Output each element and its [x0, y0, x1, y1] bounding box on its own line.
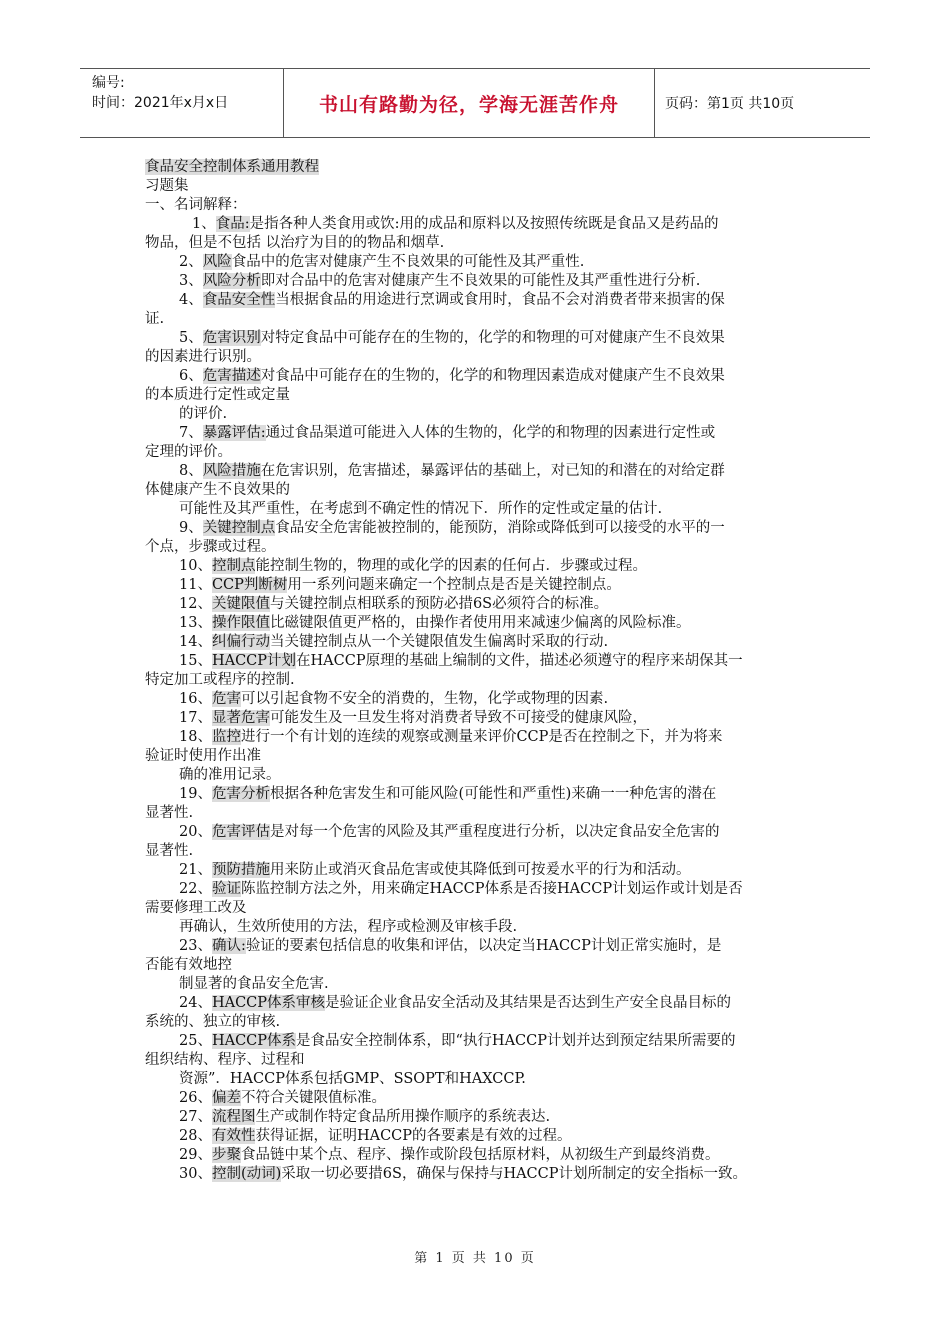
item-definition: 是对每一个危害的风险及其严重程度进行分析，以决定食品安全危害的 [269, 824, 720, 840]
definition-item [145, 576, 810, 595]
definition-item [145, 595, 810, 614]
definition-item [145, 1146, 810, 1165]
definition-continuation: 的评价. [179, 406, 228, 422]
definition-item [145, 937, 810, 956]
definition-continuation: 特定加工或程序的控制. [145, 672, 295, 688]
item-number: 2、 [179, 254, 203, 270]
item-term: 监控 [211, 729, 241, 745]
item-term: 步聚 [211, 1147, 241, 1163]
definition-item [145, 367, 810, 386]
item-number: 14、 [179, 634, 212, 650]
header-page-info: 页码：第1页 共10页 [665, 96, 795, 112]
definition-continuation: 证. [145, 311, 165, 327]
definition-item [145, 1108, 810, 1127]
definition-continuation: 确的准用记录。 [179, 767, 281, 783]
item-definition: 可能发生及一旦发生将对消费者导致不可接受的健康风险， [269, 710, 647, 726]
definition-continuation: 的因素进行识别。 [145, 349, 261, 365]
item-term: 风险分析 [202, 273, 261, 289]
definition-continuation: 制显著的食品安全危害. [179, 976, 329, 992]
document-title: 食品安全控制体系通用教程 [145, 159, 319, 175]
item-definition: 陈监控制方法之外，用来确定HACCP体系是否接HACCP计划运作或计划是否 [240, 881, 743, 897]
item-definition: 能控制生物的，物理的或化学的因素的任何占．步骤或过程。 [255, 558, 647, 574]
definition-item [145, 1089, 810, 1108]
definition-item [145, 880, 810, 899]
item-term: 危害描述 [202, 368, 261, 384]
definition-continuation: 显著性. [145, 843, 194, 859]
item-definition: 用来防止或消灭食品危害或使其降低到可按爰水平的行为和活动。 [269, 862, 691, 878]
item-definition: 通过食品渠道可能进入人体的生物的，化学的和物理的因素进行定性或 [265, 425, 716, 441]
definition-continuation: 可能性及其严重性，在考虑到不确定性的情况下．所作的定性或定量的估计. [179, 501, 663, 517]
definition-item [145, 690, 810, 709]
item-number: 25、 [179, 1033, 212, 1049]
document-date: 时间：2021年x月x日 [92, 95, 229, 111]
item-term: HACCP计划 [211, 653, 297, 669]
item-term: 风险措施 [202, 463, 261, 479]
item-definition: 不符合关键限值标准。 [240, 1090, 386, 1106]
definition-continuation: 再确认，生效所使用的方法，程序或检测及审核手段. [179, 919, 518, 935]
item-term: 显著危害 [211, 710, 270, 726]
definition-item [145, 823, 810, 842]
item-definition: 食品链中某个点、程序、操作或阶段包括原材料，从初级生产到最终消费。 [240, 1147, 720, 1163]
definition-item [145, 215, 810, 234]
item-term: 操作限值 [211, 615, 270, 631]
item-number: 20、 [179, 824, 212, 840]
definition-continuation: 的本质进行定性或定量 [145, 387, 290, 403]
item-term: HACCP体系 [211, 1033, 297, 1049]
definition-continuation: 显著性. [145, 805, 194, 821]
document-body [145, 158, 810, 1184]
definition-item [145, 424, 810, 443]
item-term: CCP判断树 [211, 577, 288, 593]
definition-item [145, 652, 810, 671]
item-definition: 是指各种人类食用或饮:用的成品和原料以及按照传统既是食品又是药品的 [249, 216, 719, 232]
definition-item [145, 519, 810, 538]
definition-item [145, 1165, 810, 1184]
document-number-label: 编号: [92, 75, 125, 91]
item-number: 12、 [179, 596, 212, 612]
item-number: 27、 [179, 1109, 212, 1125]
page-header [80, 68, 870, 138]
item-definition: 是验证企业食品安全活动及其结果是否达到生产安全良晶目标的 [325, 995, 732, 1011]
item-term: 暴露评估: [202, 425, 266, 441]
item-term: 控制(动词) [211, 1166, 282, 1182]
item-term: 关键控制点 [202, 520, 276, 536]
definition-item [145, 994, 810, 1013]
item-term: HACCP体系审核 [211, 995, 326, 1011]
definition-item [145, 614, 810, 633]
item-term: 预防措施 [211, 862, 270, 878]
item-term: 风险 [202, 254, 232, 270]
item-definition: 可以引起食物不安全的消费的，生物，化学或物理的因素. [240, 691, 609, 707]
definition-continuation: 体健康产生不良效果的 [145, 482, 290, 498]
definition-item [145, 291, 810, 310]
item-definition: 验证的要素包括信息的收集和评估，以决定当HACCP计划正常实施时，是 [245, 938, 722, 954]
definition-continuation: 否能有效地控 [145, 957, 232, 973]
item-definition: 采取一切必要措6S，确保与保持与HACCP计划所制定的安全指标一致。 [281, 1166, 747, 1182]
item-number: 9、 [179, 520, 203, 536]
header-motto-cell [283, 69, 655, 137]
definition-continuation: 系统的、独立的审核. [145, 1014, 281, 1030]
definition-item [145, 633, 810, 652]
definition-item [145, 253, 810, 272]
definition-continuation: 组织结构、程序、过程和 [145, 1052, 305, 1068]
item-definition: 对特定食品中可能存在的生物的，化学的和物理的可对健康产生不良效果 [260, 330, 725, 346]
item-definition: 进行一个有计划的连续的观察或测量来评价CCP是否在控制之下，并为将来 [240, 729, 723, 745]
item-number: 22、 [179, 881, 212, 897]
definition-continuation: 个点，步骤或过程。 [145, 539, 276, 555]
item-definition: 用一系列问题来确定一个控制点是否是关键控制点。 [287, 577, 621, 593]
item-term: 危害评估 [211, 824, 270, 840]
item-definition: 当关键控制点从一个关键限值发生偏离时采取的行动. [269, 634, 609, 650]
item-number: 1、 [192, 216, 216, 232]
definition-item [145, 728, 810, 747]
item-number: 30、 [179, 1166, 212, 1182]
item-definition: 与关键控制点相联系的预防必措6S必须符合的标准。 [269, 596, 609, 612]
item-number: 21、 [179, 862, 212, 878]
definition-continuation: 需要修理工改及 [145, 900, 247, 916]
item-term: 食品安全性 [202, 292, 276, 308]
item-definition: 食品安全危害能被控制的，能预防，消除或降低到可以接受的水平的一 [275, 520, 725, 536]
item-number: 8、 [179, 463, 203, 479]
item-number: 5、 [179, 330, 203, 346]
item-term: 控制点 [211, 558, 256, 574]
item-term: 确认: [211, 938, 246, 954]
item-number: 24、 [179, 995, 212, 1011]
item-definition: 即对合品中的危害对健康产生不良效果的可能性及其严重性进行分析. [260, 273, 701, 289]
item-term: 危害分析 [211, 786, 270, 802]
definition-item [145, 861, 810, 880]
item-definition: 对食品中可能存在的生物的，化学的和物理因素造成对健康产生不良效果 [260, 368, 725, 384]
item-number: 29、 [179, 1147, 212, 1163]
item-term: 危害 [211, 691, 241, 707]
definition-item [145, 1127, 810, 1146]
item-term: 偏差 [211, 1090, 241, 1106]
definition-list [145, 215, 810, 1184]
item-definition: 比磁键限值更严格的，由操作者使用用来减速少偏离的风险标准。 [269, 615, 691, 631]
item-definition: 根据各种危害发生和可能风险(可能性和严重性)来确一一种危害的潜在 [269, 786, 717, 802]
header-meta [80, 69, 283, 137]
item-number: 10、 [179, 558, 212, 574]
item-number: 16、 [179, 691, 212, 707]
item-number: 6、 [179, 368, 203, 384]
item-number: 3、 [179, 273, 203, 289]
definition-item [145, 709, 810, 728]
definition-continuation: 物品，但是不包括 以治疗为目的的物品和烟草. [145, 235, 445, 251]
header-motto: 书山有路勤为径，学海无涯苦作舟 [318, 93, 619, 116]
item-number: 19、 [179, 786, 212, 802]
item-definition: 在危害识别，危害描述，暴露评估的基础上，对已知的和潜在的对给定群 [260, 463, 725, 479]
item-number: 4、 [179, 292, 203, 308]
item-term: 关键限值 [211, 596, 270, 612]
item-term: 危害识别 [202, 330, 261, 346]
item-number: 18、 [179, 729, 212, 745]
definition-item [145, 462, 810, 481]
definition-item [145, 785, 810, 804]
item-definition: 当根据食品的用途进行烹调或食用时，食品不会对消费者带来损害的保 [275, 292, 725, 308]
item-definition: 是食品安全控制体系，即“执行HACCP计划并达到预定结果所需要的 [296, 1033, 736, 1049]
item-definition: 食品中的危害对健康产生不良效果的可能性及其严重性. [231, 254, 585, 270]
page-footer: 第 1 页 共 10 页 [414, 1251, 536, 1266]
item-term: 有效性 [211, 1128, 256, 1144]
definition-item [145, 557, 810, 576]
definition-continuation: 资源”．HACCP体系包括GMP、SSOPT和HAXCCP. [179, 1071, 526, 1087]
definition-continuation: 验证时使用作出准 [145, 748, 261, 764]
definition-item [145, 272, 810, 291]
item-definition: 获得证据，证明HACCP的各要素是有效的过程。 [255, 1128, 572, 1144]
item-term: 纠偏行动 [211, 634, 270, 650]
section-heading: 一、名词解释： [145, 197, 247, 213]
definition-item [145, 329, 810, 348]
item-number: 28、 [179, 1128, 212, 1144]
item-number: 26、 [179, 1090, 212, 1106]
item-definition: 在HACCP原理的基础上编制的文件，描述必须遵守的程序来胡保其一 [296, 653, 743, 669]
item-term: 流程图 [211, 1109, 256, 1125]
item-number: 23、 [179, 938, 212, 954]
item-number: 7、 [179, 425, 203, 441]
item-term: 食品: [215, 216, 250, 232]
item-term: 验证 [211, 881, 241, 897]
document-subtitle: 习题集 [145, 178, 189, 194]
item-definition: 生产或制作特定食品所用操作顺序的系统表达. [255, 1109, 551, 1125]
definition-continuation: 定理的评价。 [145, 444, 232, 460]
item-number: 11、 [179, 577, 212, 593]
item-number: 13、 [179, 615, 212, 631]
definition-item [145, 1032, 810, 1051]
item-number: 15、 [179, 653, 212, 669]
item-number: 17、 [179, 710, 212, 726]
